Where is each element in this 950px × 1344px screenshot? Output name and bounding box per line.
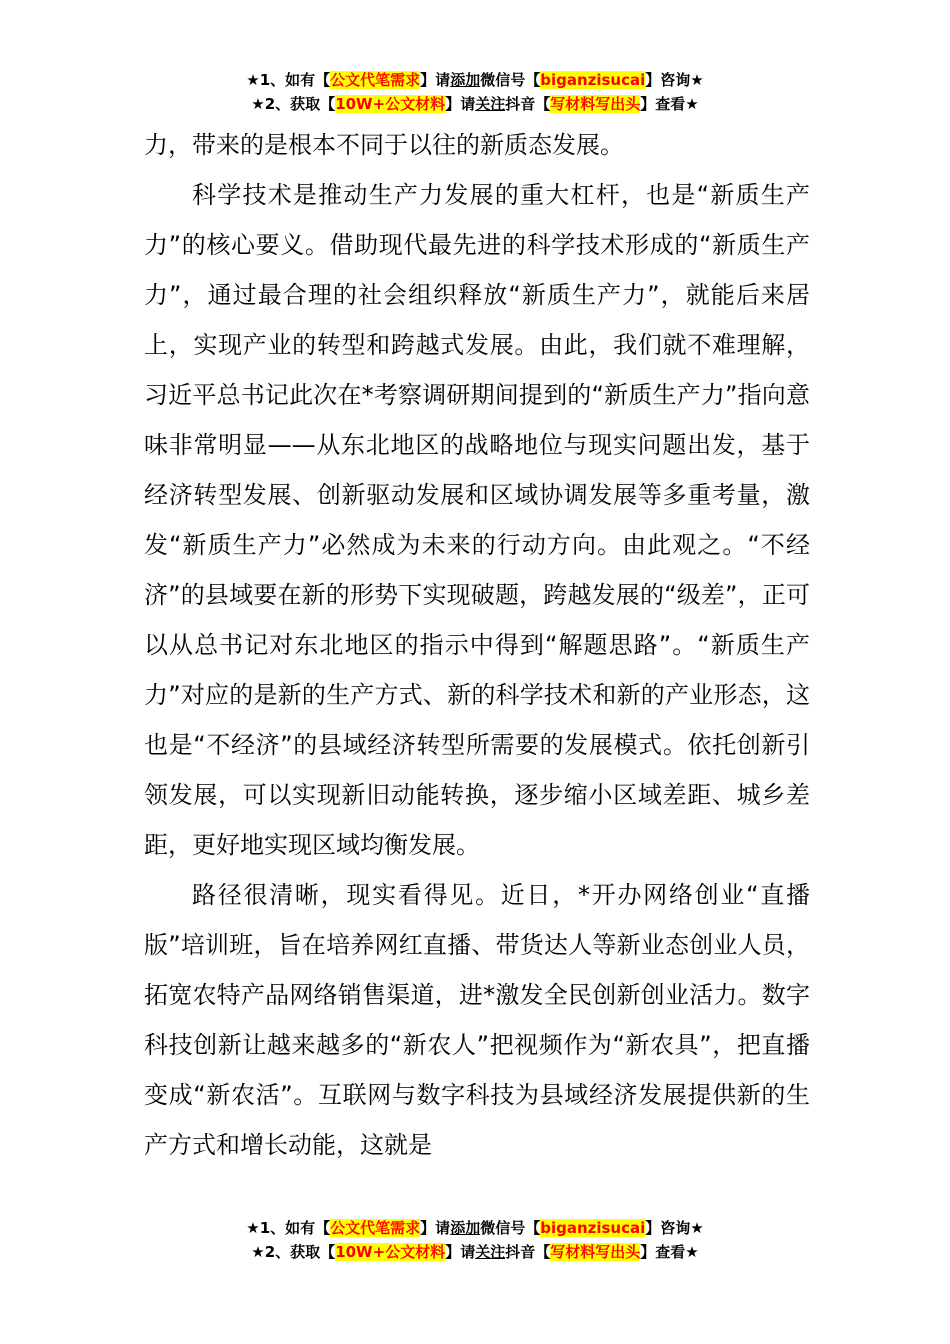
banner-text: ★1、如有【: [246, 71, 331, 89]
banner-line-1: [0, 1216, 950, 1240]
banner-text: 微信号【: [480, 1219, 541, 1237]
paragraph: 科学技术是推动生产力发展的重大杠杆，也是“新质生产力”的核心要义。借助现代最先进的科学技术形成的“新质生产力”，通过最合理的社会组织释放“新质生产力”，就能后来居上，实现产业的转型和跨越式发展。由此，我们就不难理解，习近平总书记此次在*考察调研期间提到的“新质生产力”指向意味非常明显——从东北地区的战略地位与现实问题出发，基于经济转型发展、创新驱动发展和区域协调发展等多重考量，激发“新质生产力”必然成为未来的行动方向。由此观之。“不经济”的县域要在新的形势下实现破题，跨越发展的“级差”，正可以从总书记对东北地区的指示中得到“解题思路”。“新质生产力”对应的是新的生产方式、新的科学技术和新的产业形态，这也是“不经济”的县域经济转型所需要的发展模式。依托创新引领发展，可以实现新旧动能转换，逐步缩小区域差距、城乡差距，更好地实现区域均衡发展。: [144, 181, 810, 859]
banner-underlined: 添加: [450, 71, 481, 89]
banner-underlined: 关注: [475, 1243, 506, 1261]
banner-text: 】查看★: [640, 1243, 699, 1261]
banner-highlight: biganzisucai: [540, 71, 646, 89]
banner-underlined: 关注: [475, 95, 506, 113]
banner-highlight: biganzisucai: [540, 1219, 646, 1237]
banner-highlight: 10W+公文材料: [335, 1243, 446, 1261]
banner-text: 】咨询★: [645, 1219, 704, 1237]
header-banner: [0, 68, 950, 116]
banner-text: 】请: [420, 71, 451, 89]
banner-text: 】查看★: [640, 95, 699, 113]
banner-underlined: 添加: [450, 1219, 481, 1237]
banner-text: 抖音【: [505, 95, 551, 113]
banner-line-2: [0, 1240, 950, 1264]
banner-text: ★2、获取【: [251, 95, 336, 113]
banner-line-1: [0, 68, 950, 92]
banner-text: 】请: [445, 1243, 476, 1261]
banner-text: 】咨询★: [645, 71, 704, 89]
banner-highlight: 10W+公文材料: [335, 95, 446, 113]
banner-highlight: 写材料写出头: [550, 1243, 641, 1261]
banner-text: 】请: [445, 95, 476, 113]
banner-line-2: [0, 92, 950, 116]
banner-highlight: 写材料写出头: [550, 95, 641, 113]
banner-text: ★2、获取【: [251, 1243, 336, 1261]
footer-banner: [0, 1216, 950, 1264]
banner-highlight: 公文代笔需求: [330, 1219, 421, 1237]
banner-text: ★1、如有【: [246, 1219, 331, 1237]
banner-text: 抖音【: [505, 1243, 551, 1261]
document-body: [144, 120, 810, 1170]
banner-text: 】请: [420, 1219, 451, 1237]
banner-text: 微信号【: [480, 71, 541, 89]
banner-highlight: 公文代笔需求: [330, 71, 421, 89]
paragraph: 力，带来的是根本不同于以往的新质态发展。: [144, 131, 624, 159]
paragraph: 路径很清晰，现实看得见。近日，*开办网络创业“直播版”培训班，旨在培养网红直播、带货达人等新业态创业人员，拓宽农特产品网络销售渠道，进*激发全民创新创业活力。数字科技创新让越来越多的“新农人”把视频作为“新农具”，把直播变成“新农活”。互联网与数字科技为县域经济发展提供新的生产方式和增长动能，这就是: [144, 881, 810, 1159]
